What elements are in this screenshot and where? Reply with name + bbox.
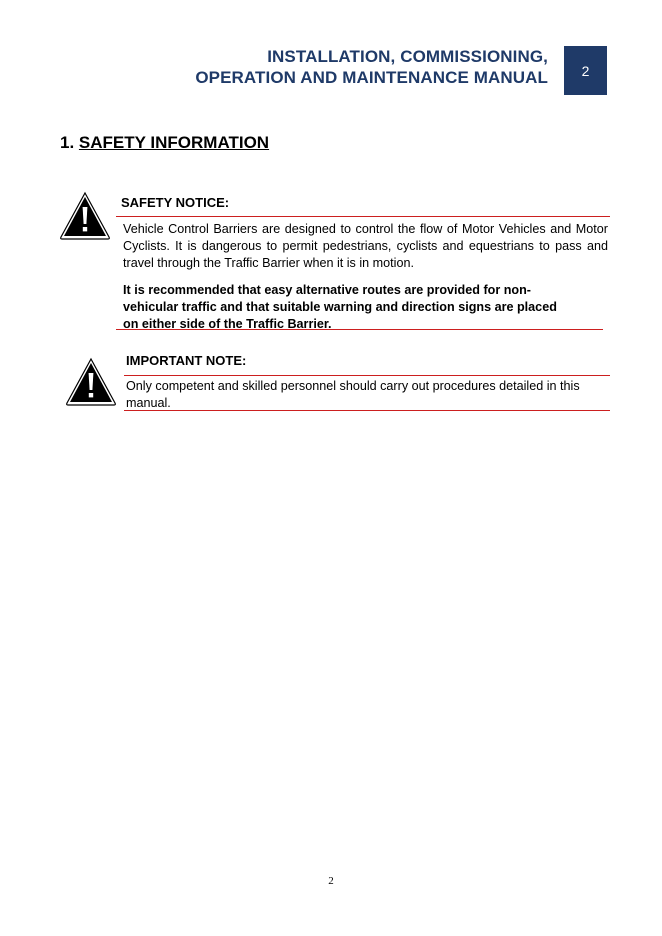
- important-note-heading: IMPORTANT NOTE:: [126, 353, 247, 368]
- safety-notice-recommendation: [123, 282, 608, 333]
- warning-triangle-icon: [64, 356, 118, 408]
- safety-notice-paragraph: Vehicle Control Barriers are designed to control the flow of Motor Vehicles and Motor Cyclists. It is dangerous to permit pedestrians, cyclists and equestrians to pass and travel through the Traffic Barrier when it is in motion.: [123, 222, 608, 270]
- manual-title: [195, 46, 548, 88]
- header-page-number: 2: [581, 62, 590, 79]
- header-page-number-box: [564, 46, 607, 95]
- safety-notice-bold-line-3: on either side of the Traffic Barrier.: [123, 317, 332, 331]
- manual-title-line-2: OPERATION AND MAINTENANCE MANUAL: [195, 68, 548, 87]
- warning-triangle-icon: [58, 190, 112, 242]
- section-title: SAFETY INFORMATION: [78, 133, 270, 152]
- safety-notice-heading: SAFETY NOTICE:: [121, 195, 230, 210]
- manual-title-line-1: INSTALLATION, COMMISSIONING,: [267, 47, 548, 66]
- section-heading: [60, 133, 269, 153]
- safety-notice-bold-line-2: vehicular traffic and that suitable warning and direction signs are placed: [123, 300, 557, 314]
- footer-page-number: 2: [328, 875, 334, 887]
- section-number: 1.: [60, 133, 75, 152]
- safety-notice-bold-line-1: It is recommended that easy alternative routes are provided for non-: [123, 283, 532, 297]
- important-note-top-rule: [124, 375, 610, 376]
- safety-notice-top-rule: [116, 216, 610, 217]
- important-note-paragraph: Only competent and skilled personnel should carry out procedures detailed in this manual.: [126, 379, 580, 410]
- important-note-bottom-rule: [124, 410, 610, 411]
- safety-notice-bottom-rule: [116, 329, 603, 330]
